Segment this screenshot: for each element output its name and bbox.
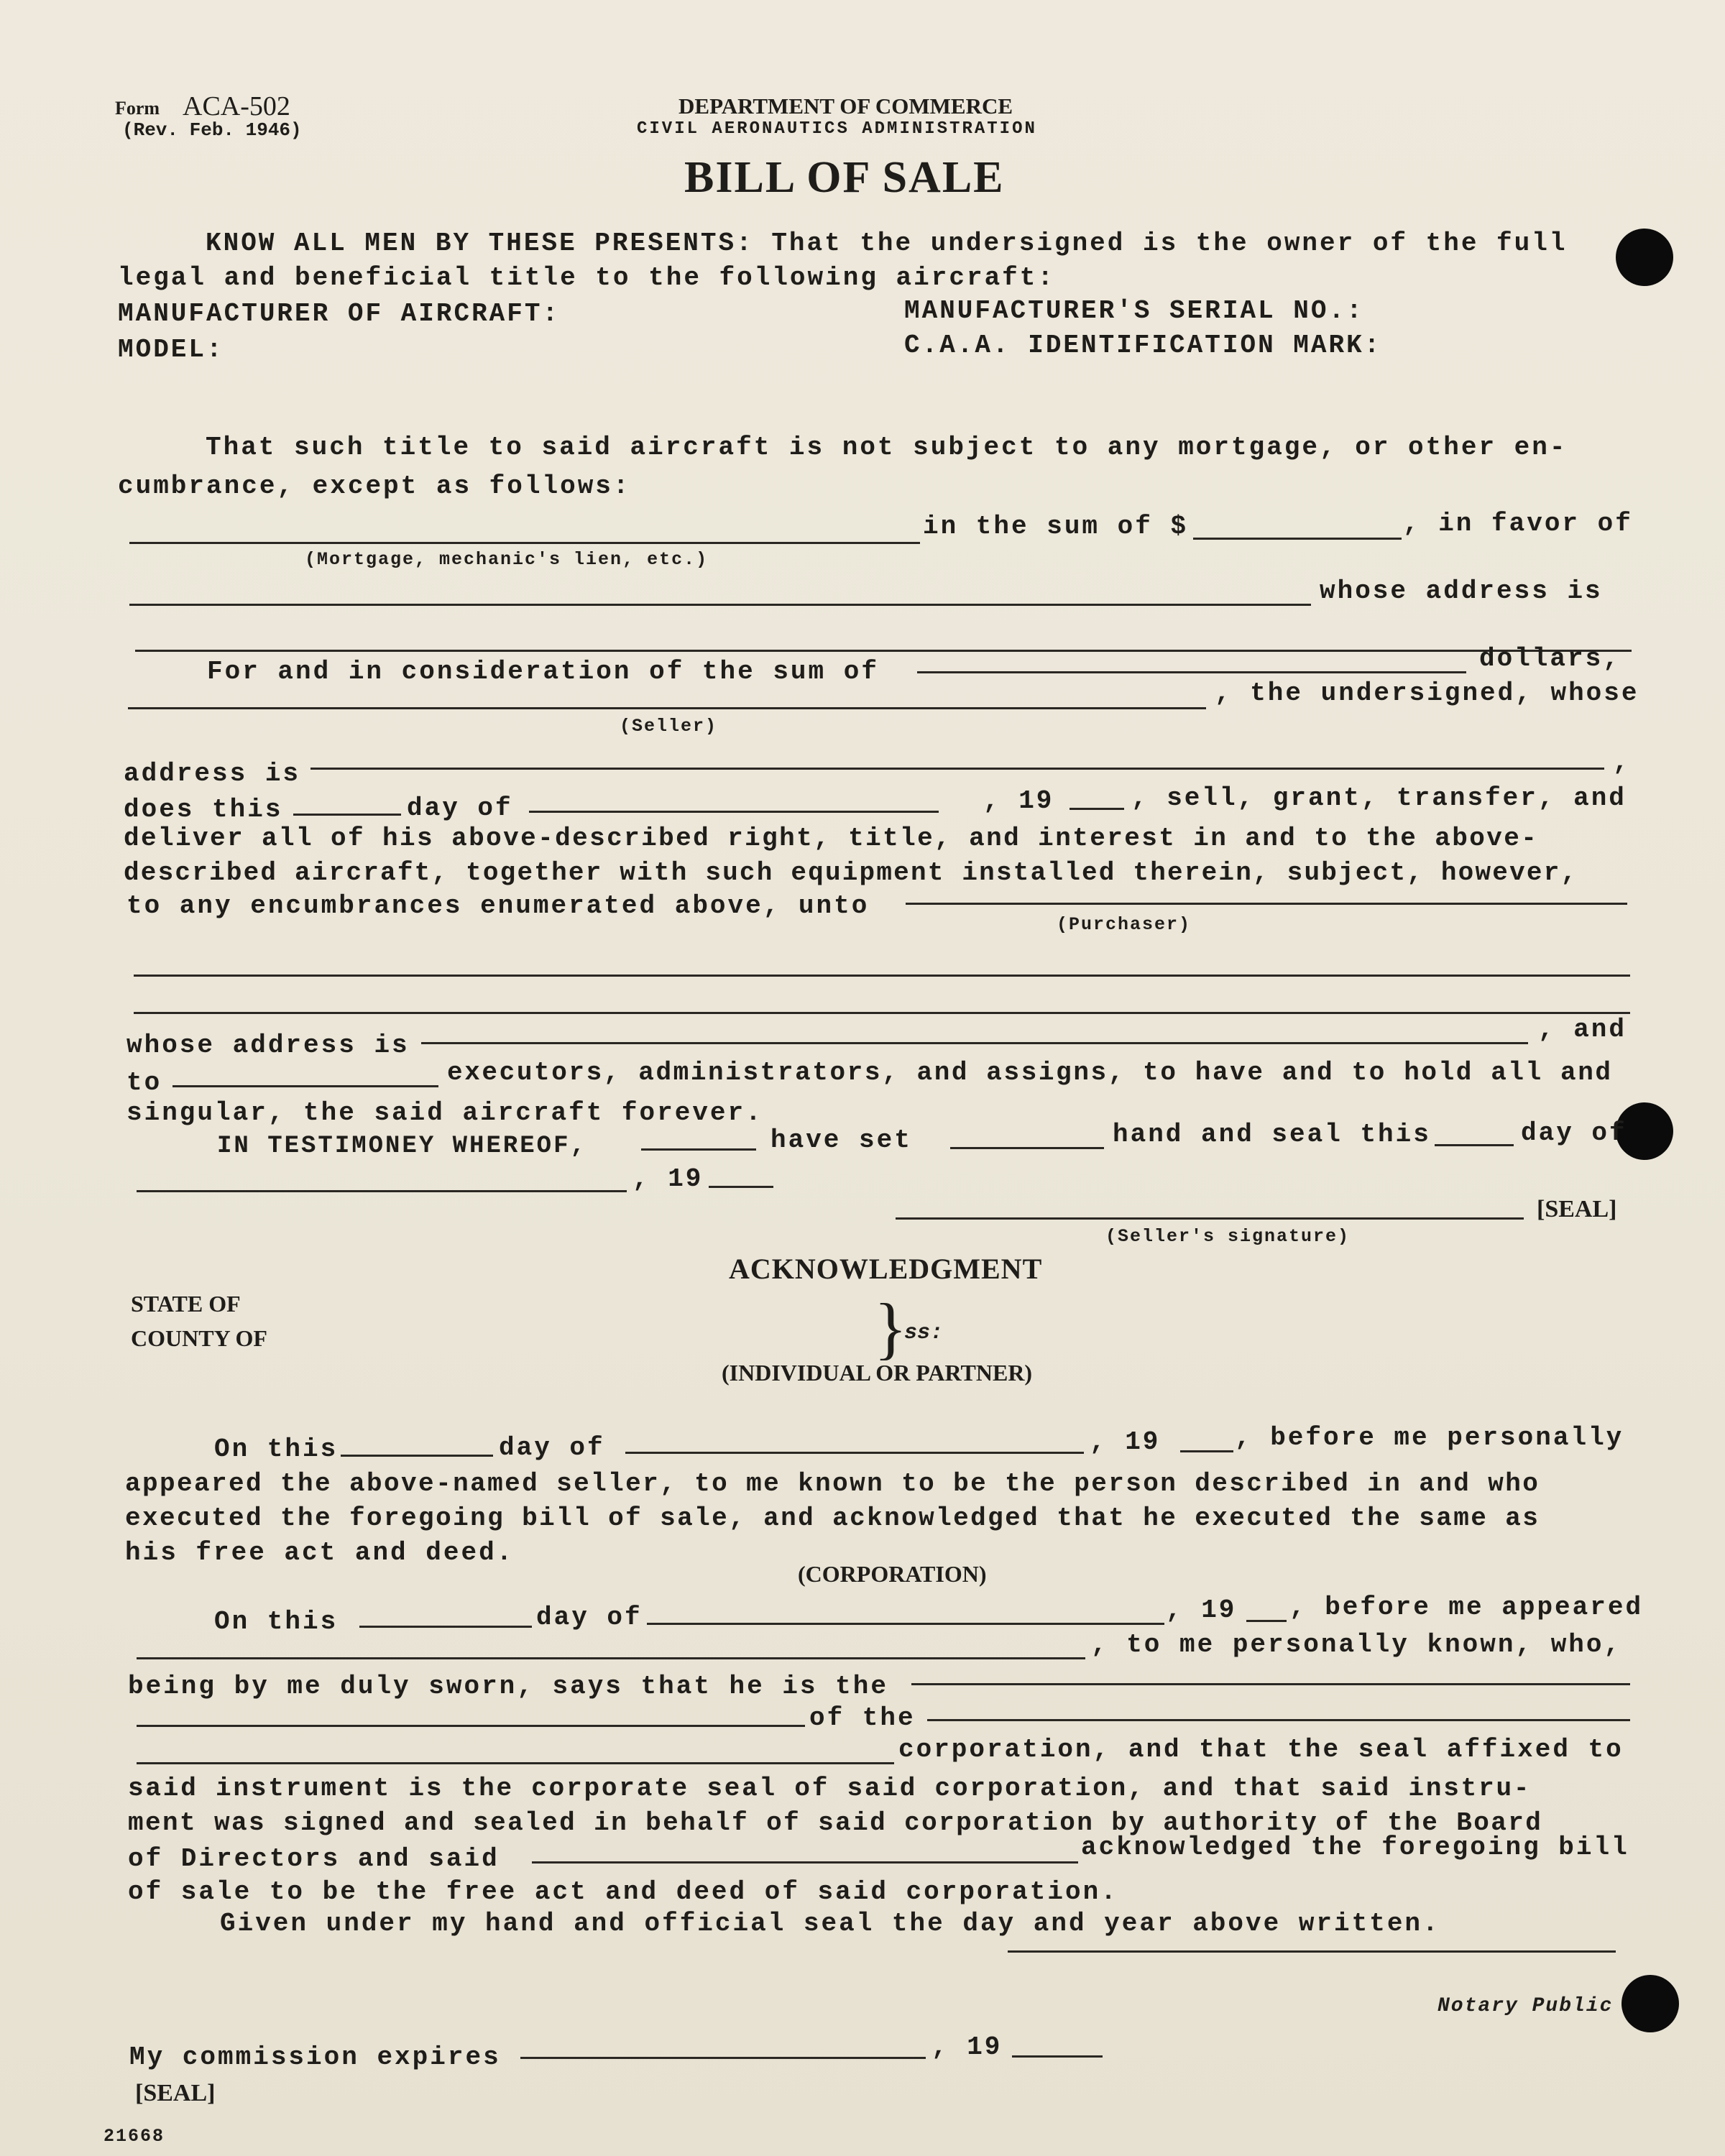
corp-year-field[interactable] bbox=[1246, 1620, 1287, 1622]
and-label: , and bbox=[1538, 1015, 1627, 1044]
sale-month-field[interactable] bbox=[529, 811, 939, 813]
encumbrance-line-1: That such title to said aircraft is not subject to any mortgage, or other en- bbox=[206, 433, 1568, 462]
testimony-year-field[interactable] bbox=[709, 1186, 773, 1188]
form-prefix: Form bbox=[115, 98, 160, 119]
model-label: MODEL: bbox=[118, 335, 224, 364]
intro-line-2: legal and beneficial title to the following aircraft: bbox=[118, 263, 1055, 292]
day-of-label: day of bbox=[407, 793, 513, 823]
corp-name-field-2[interactable] bbox=[137, 1762, 894, 1764]
ack-line-3: executed the foregoing bill of sale, and acknowledged that he executed the same as bbox=[125, 1503, 1540, 1533]
form-stock-number: 21668 bbox=[104, 2126, 165, 2147]
seller-signature-field[interactable] bbox=[896, 1217, 1524, 1220]
commission-year-label: , 19 bbox=[932, 2032, 1003, 2062]
favor-label: , in favor of bbox=[1403, 509, 1633, 538]
document-title: BILL OF SALE bbox=[684, 153, 1005, 202]
ack-day-field[interactable] bbox=[341, 1455, 493, 1457]
corp-line-7b: acknowledged the foregoing bill bbox=[1081, 1833, 1629, 1862]
commission-year-field[interactable] bbox=[1012, 2055, 1103, 2058]
ack-month-field[interactable] bbox=[625, 1452, 1084, 1454]
corp-title-field[interactable] bbox=[911, 1683, 1630, 1685]
corp-title-field-2[interactable] bbox=[137, 1725, 805, 1727]
sum-label: in the sum of $ bbox=[923, 512, 1189, 541]
commission-label: My commission expires bbox=[129, 2042, 501, 2072]
address-is-label: address is bbox=[124, 759, 301, 788]
testimony-party-field[interactable] bbox=[641, 1148, 756, 1151]
corp-line-8: of sale to be the free act and deed of said corporation. bbox=[128, 1877, 1118, 1907]
testimony-year-label: , 19 bbox=[632, 1164, 704, 1194]
year-19-label: , 19 bbox=[983, 786, 1054, 816]
described-line: described aircraft, together with such equipment installed therein, subject, however, bbox=[124, 858, 1578, 888]
singular-line: singular, the said aircraft forever. bbox=[126, 1098, 763, 1128]
favor-of-field[interactable] bbox=[129, 604, 1311, 606]
address-comma: , bbox=[1613, 747, 1631, 777]
consideration-label: For and in consideration of the sum of bbox=[207, 657, 879, 686]
testimony-month-field[interactable] bbox=[137, 1190, 627, 1192]
venue-brace: } bbox=[874, 1289, 908, 1366]
heirs-field[interactable] bbox=[172, 1085, 438, 1087]
corp-on-this-label: On this bbox=[214, 1607, 339, 1636]
corp-day-field[interactable] bbox=[359, 1626, 532, 1628]
have-set-label: have set bbox=[770, 1125, 912, 1155]
notary-seal-label: [SEAL] bbox=[135, 2080, 216, 2106]
hand-seal-label: hand and seal this bbox=[1113, 1120, 1431, 1149]
seller-caption: (Seller) bbox=[620, 716, 718, 737]
seal-label: [SEAL] bbox=[1537, 1196, 1617, 1222]
sale-day-field[interactable] bbox=[293, 814, 401, 816]
corporation-label: (CORPORATION) bbox=[798, 1561, 987, 1587]
ack-on-this-label: On this bbox=[214, 1434, 339, 1464]
ack-day-of-label: day of bbox=[499, 1433, 605, 1462]
unto-line: to any encumbrances enumerated above, unto bbox=[126, 891, 870, 921]
corp-before-label: , before me appeared bbox=[1289, 1593, 1644, 1622]
executors-label: executors, administrators, and assigns, to have and to hold all and bbox=[447, 1058, 1613, 1087]
testimony-label: IN TESTIMONEY WHEREOF, bbox=[217, 1133, 587, 1160]
deliver-line: deliver all of his above-described right, title, and interest in and to the above- bbox=[124, 824, 1539, 853]
corp-known-label: , to me personally known, who, bbox=[1091, 1630, 1622, 1659]
sell-grant-label: , sell, grant, transfer, and bbox=[1131, 783, 1627, 813]
corp-day-of-label: day of bbox=[536, 1603, 643, 1632]
corp-officer-name-field[interactable] bbox=[137, 1657, 1085, 1659]
manufacturer-label: MANUFACTURER OF AIRCRAFT: bbox=[118, 299, 561, 328]
does-this-label: does this bbox=[124, 795, 283, 824]
corp-name-field[interactable] bbox=[927, 1719, 1630, 1721]
corp-line-9: Given under my hand and official seal the day and year above written. bbox=[220, 1909, 1440, 1938]
punch-hole-top bbox=[1616, 229, 1673, 286]
corp-seal-label: corporation, and that the seal affixed to bbox=[898, 1735, 1624, 1764]
sum-field[interactable] bbox=[1193, 538, 1402, 540]
corp-year-label: , 19 bbox=[1166, 1595, 1237, 1625]
purchaser-caption: (Purchaser) bbox=[1057, 914, 1192, 935]
mortgage-field[interactable] bbox=[129, 542, 920, 544]
individual-label: (INDIVIDUAL OR PARTNER) bbox=[722, 1360, 1033, 1386]
form-revision: (Rev. Feb. 1946) bbox=[122, 119, 302, 141]
ack-year-field[interactable] bbox=[1180, 1450, 1233, 1452]
acknowledgment-title: ACKNOWLEDGMENT bbox=[729, 1253, 1043, 1285]
dollars-label: dollars, bbox=[1479, 644, 1621, 673]
whose-address-is-label: whose address is bbox=[126, 1031, 410, 1060]
seller-name-field[interactable] bbox=[128, 707, 1206, 709]
corp-line-5: said instrument is the corporate seal of said corporation, and that said instru- bbox=[128, 1774, 1532, 1803]
ack-line-4: his free act and deed. bbox=[125, 1538, 515, 1567]
before-me-label: , before me personally bbox=[1235, 1423, 1624, 1452]
whose-address-label: whose address is bbox=[1320, 576, 1603, 606]
corp-sworn-label: being by me duly sworn, says that he is the bbox=[128, 1672, 888, 1701]
county-of-label: COUNTY OF bbox=[131, 1325, 267, 1351]
seller-signature-caption: (Seller's signature) bbox=[1105, 1226, 1351, 1247]
seller-address-field[interactable] bbox=[310, 768, 1604, 770]
address-field-1[interactable] bbox=[135, 650, 1632, 652]
purchaser-line-3[interactable] bbox=[134, 1012, 1630, 1014]
purchaser-name-field[interactable] bbox=[906, 903, 1627, 905]
notary-signature-field[interactable] bbox=[1008, 1950, 1616, 1953]
consideration-amount-field[interactable] bbox=[917, 671, 1466, 673]
commission-date-field[interactable] bbox=[520, 2057, 926, 2059]
caa-mark-label: C.A.A. IDENTIFICATION MARK: bbox=[904, 331, 1382, 360]
sale-year-field[interactable] bbox=[1070, 808, 1124, 810]
undersigned-label: , the undersigned, whose bbox=[1215, 678, 1639, 708]
notary-caption: Notary Public bbox=[1438, 1995, 1614, 2017]
corp-of-the-label: of the bbox=[809, 1703, 916, 1733]
purchaser-line-2[interactable] bbox=[134, 975, 1630, 977]
ss-label: ss: bbox=[904, 1321, 944, 1345]
department: DEPARTMENT OF COMMERCE bbox=[678, 93, 1013, 119]
testimony-day-of-label: day of bbox=[1521, 1118, 1627, 1148]
punch-hole-bottom bbox=[1622, 1975, 1679, 2032]
ack-line-2: appeared the above-named seller, to me known to be the person described in and who bbox=[125, 1469, 1540, 1498]
purchaser-address-field[interactable] bbox=[421, 1042, 1528, 1044]
mortgage-caption: (Mortgage, mechanic's lien, etc.) bbox=[305, 549, 709, 570]
corp-line-7a: of Directors and said bbox=[128, 1844, 500, 1874]
testimony-day-field[interactable] bbox=[1435, 1144, 1514, 1146]
corp-officer-field[interactable] bbox=[532, 1861, 1078, 1864]
intro-line-1: KNOW ALL MEN BY THESE PRESENTS: That the undersigned is the owner of the full bbox=[206, 229, 1568, 258]
ack-year-label: , 19 bbox=[1090, 1427, 1161, 1457]
state-of-label: STATE OF bbox=[131, 1291, 241, 1317]
form-number: ACA-502 bbox=[183, 91, 290, 121]
to-label: to bbox=[126, 1068, 162, 1097]
corp-month-field[interactable] bbox=[647, 1623, 1164, 1625]
encumbrance-line-2: cumbrance, except as follows: bbox=[118, 471, 631, 501]
testimony-pronoun-field[interactable] bbox=[950, 1147, 1104, 1149]
corp-line-6: ment was signed and sealed in behalf of said corporation by authority of the Board bbox=[128, 1808, 1543, 1838]
serial-label: MANUFACTURER'S SERIAL NO.: bbox=[904, 296, 1364, 326]
administration: CIVIL AERONAUTICS ADMINISTRATION bbox=[637, 119, 1037, 139]
